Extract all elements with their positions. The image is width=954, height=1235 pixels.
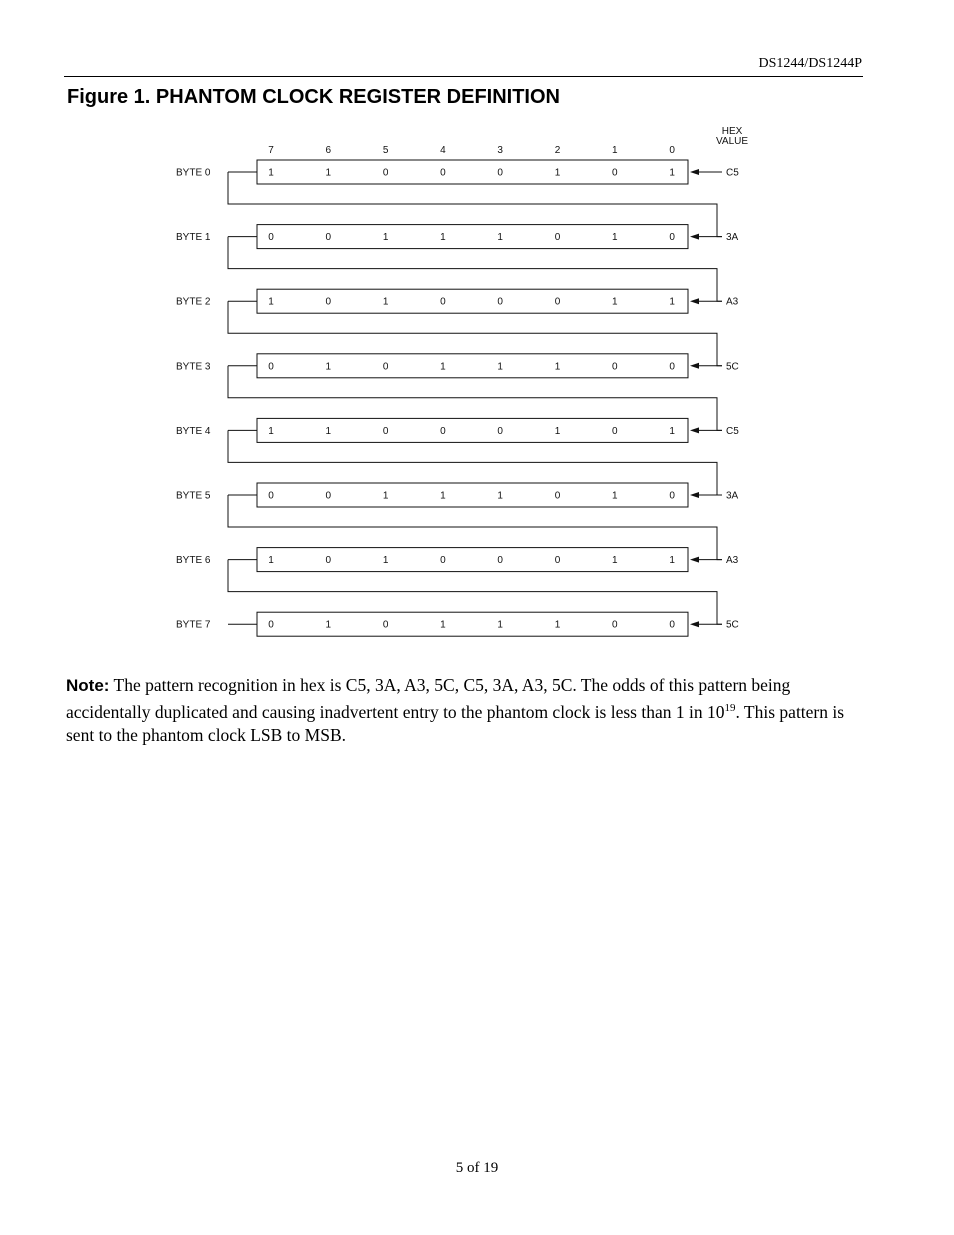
bit-value: 0 <box>497 167 503 179</box>
register-box <box>257 612 688 636</box>
register-box <box>257 225 688 249</box>
bit-value: 0 <box>669 619 675 631</box>
byte-label: BYTE 4 <box>176 425 211 437</box>
input-arrow <box>690 234 699 240</box>
bit-value: 0 <box>268 361 274 373</box>
register-row <box>176 548 739 625</box>
bit-value: 0 <box>325 555 332 567</box>
bit-value: 0 <box>325 232 332 244</box>
byte-label: BYTE 3 <box>176 361 211 373</box>
bit-value: 1 <box>554 425 561 437</box>
byte-label: BYTE 6 <box>176 555 211 567</box>
bit-value: 0 <box>612 425 618 437</box>
bit-position-label: 0 <box>669 145 675 156</box>
hex-value: C5 <box>726 425 739 437</box>
hex-value: 5C <box>726 619 739 631</box>
register-box <box>257 160 688 184</box>
bit-value: 0 <box>382 425 389 437</box>
hex-value: 3A <box>726 490 739 502</box>
input-arrow <box>690 169 699 175</box>
bit-value: 1 <box>497 490 503 502</box>
connector-line <box>228 172 722 237</box>
bit-value: 0 <box>554 232 561 244</box>
bit-value: 0 <box>612 167 618 179</box>
bit-value: 1 <box>440 619 446 631</box>
register-box <box>257 483 688 507</box>
connector-line <box>228 301 722 366</box>
bit-value: 0 <box>440 296 446 308</box>
note-label: Note: <box>66 676 110 695</box>
bit-value: 0 <box>497 425 503 437</box>
bit-value: 0 <box>325 296 332 308</box>
bit-value: 0 <box>554 296 561 308</box>
hex-value: A3 <box>726 296 739 308</box>
bit-value: 0 <box>497 296 503 308</box>
header-rule <box>64 76 863 77</box>
byte-label: BYTE 7 <box>176 619 211 631</box>
input-arrow <box>690 427 699 433</box>
bit-position-label: 7 <box>268 145 274 156</box>
bit-value: 0 <box>382 167 389 179</box>
bit-position-label: 2 <box>554 145 561 156</box>
bit-position-label: 4 <box>440 145 446 156</box>
bit-value: 1 <box>554 167 561 179</box>
bit-value: 0 <box>440 425 446 437</box>
bit-value: 1 <box>268 425 274 437</box>
bit-value: 0 <box>497 555 503 567</box>
bit-value: 0 <box>669 490 675 502</box>
bit-value: 1 <box>554 619 561 631</box>
connector-line <box>228 430 722 495</box>
hex-header-line-2: VALUE <box>715 136 749 147</box>
connector-line <box>228 495 722 560</box>
bit-position-label: 6 <box>325 145 332 156</box>
bit-value: 0 <box>612 619 618 631</box>
bit-value: 0 <box>440 167 446 179</box>
bit-labels <box>268 145 675 156</box>
bit-value: 1 <box>669 167 675 179</box>
register-row <box>176 354 739 431</box>
input-arrow <box>690 621 699 627</box>
bit-value: 1 <box>612 490 618 502</box>
bit-value: 0 <box>325 490 332 502</box>
page-header-part-number: DS1244/DS1244P <box>758 56 862 71</box>
register-box <box>257 418 688 442</box>
bit-value: 1 <box>325 425 332 437</box>
register-row <box>176 289 739 366</box>
note-text-end: . This pattern is sent to the phantom clock LSB to MSB. <box>66 701 845 745</box>
bit-value: 1 <box>440 232 446 244</box>
byte-label: BYTE 5 <box>176 490 211 502</box>
bit-value: 1 <box>268 296 274 308</box>
connector-line <box>228 237 722 302</box>
input-arrow <box>690 557 699 563</box>
bit-value: 1 <box>440 490 446 502</box>
bit-value: 1 <box>382 555 389 567</box>
note-paragraph <box>66 674 866 747</box>
bit-value: 1 <box>612 296 618 308</box>
bit-value: 1 <box>382 232 389 244</box>
bit-value: 1 <box>268 167 274 179</box>
note-exponent: 19 <box>724 702 736 714</box>
bit-value: 1 <box>325 619 332 631</box>
bit-position-label: 1 <box>612 145 618 156</box>
bit-value: 1 <box>382 296 389 308</box>
byte-label: BYTE 1 <box>176 232 211 244</box>
bit-value: 1 <box>382 490 389 502</box>
bit-value: 1 <box>612 555 618 567</box>
byte-label: BYTE 0 <box>176 167 211 179</box>
hex-value: C5 <box>726 167 739 179</box>
input-arrow <box>690 298 699 304</box>
bit-value: 1 <box>497 232 503 244</box>
register-box <box>257 548 688 572</box>
register-row <box>176 418 739 495</box>
register-diagram <box>160 120 770 645</box>
bit-value: 0 <box>382 361 389 373</box>
bit-value: 1 <box>440 361 446 373</box>
bit-value: 1 <box>497 619 503 631</box>
bit-value: 0 <box>268 490 274 502</box>
bit-value: 1 <box>669 555 675 567</box>
hex-header-line-1: HEX <box>721 126 743 137</box>
hex-value: A3 <box>726 555 739 567</box>
register-box <box>257 354 688 378</box>
bit-value: 0 <box>268 619 274 631</box>
byte-label: BYTE 2 <box>176 296 211 308</box>
bit-value: 1 <box>497 361 503 373</box>
bit-value: 0 <box>612 361 618 373</box>
bit-position-label: 5 <box>382 145 389 156</box>
bit-value: 1 <box>325 361 332 373</box>
register-row <box>176 483 739 560</box>
note-text: The pattern recognition in hex is C5, 3A, A3, 5C, C5, 3A, A3, 5C. The odds of this pattern being accidentally duplicated and causing inadvertent entry to the phantom clock is less than 1 in 10 <box>66 675 791 722</box>
register-rows <box>176 160 739 636</box>
register-box <box>257 289 688 313</box>
bit-value: 1 <box>554 361 561 373</box>
bit-value: 0 <box>554 490 561 502</box>
connector-line <box>228 560 722 625</box>
bit-value: 1 <box>669 425 675 437</box>
bit-value: 0 <box>268 232 274 244</box>
register-row <box>176 160 739 237</box>
figure-title: Figure 1. PHANTOM CLOCK REGISTER DEFINITION <box>67 86 560 108</box>
bit-value: 0 <box>669 361 675 373</box>
bit-position-label: 3 <box>497 145 503 156</box>
register-row <box>176 612 739 636</box>
hex-value: 5C <box>726 361 739 373</box>
page-number: 5 of 19 <box>455 1160 499 1176</box>
input-arrow <box>690 492 699 498</box>
bit-value: 0 <box>440 555 446 567</box>
bit-value: 0 <box>382 619 389 631</box>
bit-value: 0 <box>669 232 675 244</box>
input-arrow <box>690 363 699 369</box>
hex-value: 3A <box>726 232 739 244</box>
connector-line <box>228 366 722 431</box>
bit-value: 1 <box>268 555 274 567</box>
bit-value: 1 <box>325 167 332 179</box>
register-row <box>176 225 739 302</box>
bit-value: 0 <box>554 555 561 567</box>
bit-value: 1 <box>669 296 675 308</box>
bit-value: 1 <box>612 232 618 244</box>
